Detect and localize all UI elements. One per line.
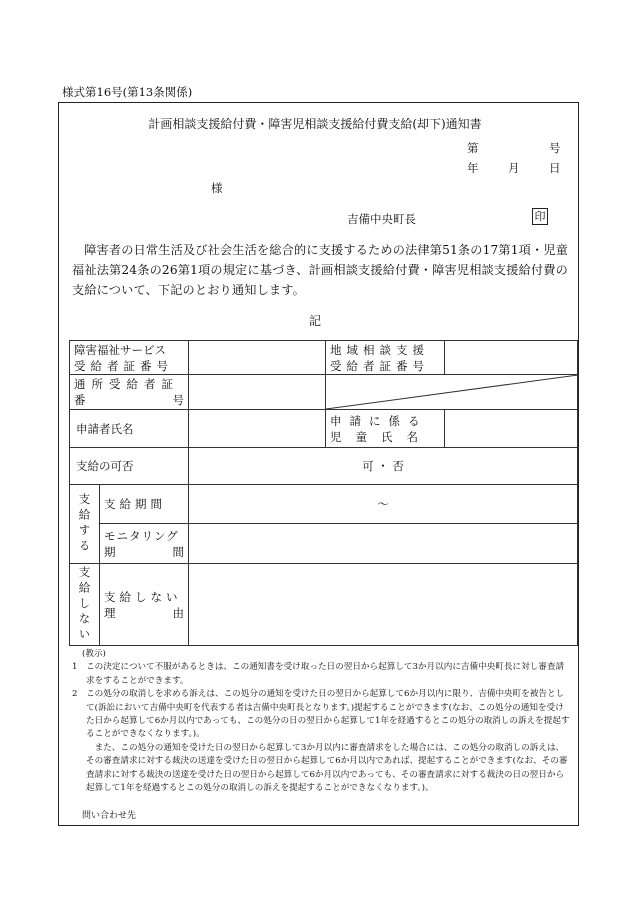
seal-mark: 印 — [532, 208, 548, 225]
document-title: 計画相談支援給付費・障害児相談支援給付費支給(却下)通知書 — [148, 117, 482, 131]
group-deny-label: 支給しない — [70, 564, 100, 646]
monitoring-label: モニタリング 期 間 — [100, 524, 189, 564]
row-monitoring — [70, 524, 578, 564]
row-applicant — [70, 410, 578, 448]
ki-heading: 記 — [308, 314, 321, 328]
monitoring-field[interactable] — [189, 524, 578, 564]
row-service-certificate — [70, 341, 578, 375]
number-dai: 第 — [467, 141, 479, 155]
date-month: 月 — [508, 161, 520, 175]
instruction-item-2-continued: また、この処分の通知を受けた日の翌日から起算して3か月以内に審査請求をした場合には、この処分の取消しの訴えは、その審査請求に対する裁決の送達を受けた日の翌日から起算して6か月以内であれば、提起することができます(なお、その審査請求に対する裁決の送達を受けた日の翌日から起算して6か月以内であっても、その審査請求に対する裁決の日の翌日から起算して1年を経過するとこの処分の取消しの訴えを提起することができなくなります。)。 — [86, 742, 568, 794]
child-name-label: 申請に係る 児童氏名 — [326, 410, 445, 448]
form-number-label: 様式第16号(第13条関係) — [62, 85, 193, 99]
instruction-item-1: 1 この決定について不服があるときは、この通知書を受け取った日の翌日から起算して3か月以内に吉備中央町長に対し審査請求をすることができます。 — [72, 662, 565, 686]
row-approval — [70, 448, 578, 485]
approval-label: 支給の可否 — [70, 448, 189, 485]
date-day: 日 — [549, 161, 561, 175]
community-cert-label: 地域相談支援 受給者証番号 — [326, 341, 445, 375]
date-year: 年 — [467, 161, 479, 175]
notice-paragraph: 障害者の日常生活及び社会生活を総合的に支援するための法律第51条の17第1項・児童福祉法第24条の26第1項の規定に基づき、計画相談支援給付費・障害児相談支援給付費の支給について、下記のとおり通知します。 — [72, 243, 568, 297]
daycare-cert-label: 通所受給者証 番 号 — [70, 375, 189, 410]
service-cert-number-cells[interactable] — [189, 341, 326, 375]
applicant-name-field[interactable] — [189, 410, 326, 448]
row-day-care-certificate — [70, 375, 578, 410]
diagonal-blank-cell — [326, 375, 578, 410]
reason-field[interactable] — [189, 564, 578, 646]
community-cert-number-cells[interactable] — [445, 341, 578, 375]
approval-choice[interactable]: 可 ・ 否 — [189, 448, 578, 485]
service-cert-label: 障害福祉サービス 受給者証番号 — [70, 341, 189, 375]
child-name-field[interactable] — [445, 410, 578, 448]
notice-table — [69, 340, 578, 646]
instructions-heading: (教示) — [82, 649, 106, 659]
recipient-sama: 様 — [211, 181, 223, 195]
group-approve-label: 支給する — [70, 485, 100, 564]
diagonal-strike — [326, 375, 578, 410]
instructions-section — [72, 648, 572, 795]
instruction-item-2: 2 この処分の取消しを求める訴えは、この処分の通知を受けた日の翌日から起算して6か月以内に限り、吉備中央町を被告として(訴訟において吉備中央町を代表する者は吉備中央町長となります。)提起することができます(なお、この処分の通知を受けた日から起算して6か月以内であっても、この処分の日の翌日から起算して1年を経過するとこの処分の取消しの訴えを提起することができなくなります。)。 — [72, 689, 570, 740]
row-period — [70, 485, 578, 524]
applicant-name-label: 申請者氏名 — [70, 410, 189, 448]
number-go: 号 — [549, 141, 561, 155]
row-reason — [70, 564, 578, 646]
issuer-name: 吉備中央町長 — [347, 212, 416, 226]
daycare-cert-number-cells[interactable] — [189, 375, 326, 410]
inquiry-label: 問い合わせ先 — [82, 811, 137, 821]
period-label: 支給期間 — [100, 485, 189, 524]
reason-label: 支給しない 理 由 — [100, 564, 189, 646]
period-field[interactable]: ～ — [189, 485, 578, 524]
